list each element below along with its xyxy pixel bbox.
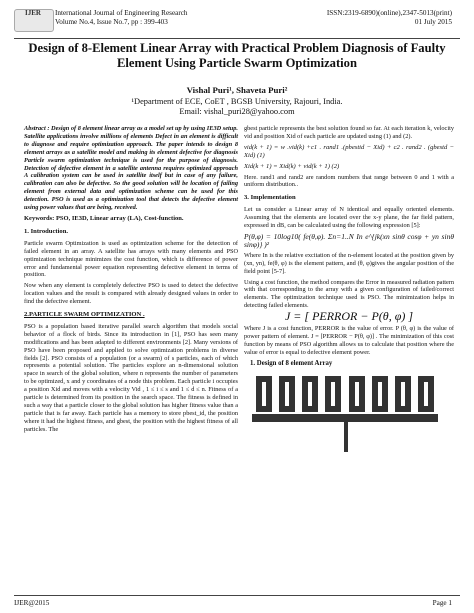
header-rule — [14, 38, 460, 39]
authors: Vishal Puri¹, Shaveta Puri² — [186, 85, 288, 95]
journal-name: International Journal of Engineering Research — [55, 9, 188, 17]
section-implementation-heading: 3. Implementation — [244, 194, 296, 202]
journal-logo-text: IJER — [25, 9, 41, 17]
header-left — [55, 9, 188, 27]
random-numbers-paragraph: Here. rand1 and rand2 are random numbers that range between 0 and 1 with a uniform distribution.. — [244, 173, 454, 189]
excitation-paragraph: Where In is the relative excitation of the n-element located at the position given by (xn, yn), fe(θ, φ) is the element pattern, and (θ, φ)gives the angular position of the field point [5-7]. — [244, 251, 454, 275]
left-column — [24, 125, 238, 437]
author-block — [20, 85, 454, 118]
equation-3: P(θ,φ) = 10log10( fe(θ,φ). Σn=1..N In e^{jk(xn sinθ cosφ + yn sinθ sinφ)} )² — [244, 231, 454, 249]
footer-journal: IJER@2015 — [14, 599, 50, 607]
page-footer — [14, 595, 460, 607]
header-right — [327, 9, 452, 27]
intro-paragraph-2: Now when any element is completely defective PSO is used to detect the defective location values and the result is compared with already designed values in order to find the defective element. — [24, 282, 238, 306]
equation-1: vid(k + 1) = w .vid(k) +c1 . rand1 .(pbestid − Xid) + c2 . rand2 . (gbestd − Xid) (1) — [244, 143, 454, 159]
figure-title: 1. Design of 8 element Array — [250, 359, 333, 367]
section-pso-heading: 2.PARTICLE SWARM OPTIMIZATION . — [24, 311, 145, 319]
abstract: Abstract : Design of 8 element linear array as a model set up by using IE3D setup. Satellite applications involve millions of elements Defect in an element is difficult to diagnose and require optimization approach. The paper intends to design 8 element arrays as a satellite model and making its element defective for diagnosis Particle swarm optimization technique is used for the purpose of diagnosis. Detection of defective element in a satellite antenna requires optimized approach A calibration system can be used in satellite itself but in case of any failure, calibration can also be defective. So the good solution will be location of failing element from external data and optimization scheme can be used for this detection. PSO is used as a optimization tool that detects the defective element using power values that are being, received. — [24, 125, 238, 212]
feed-line — [252, 414, 438, 422]
right-column — [244, 125, 454, 454]
array-layout-graphic — [250, 370, 440, 454]
email: Email: vishal_puri28@yahoo.com — [179, 107, 295, 116]
page-header — [14, 4, 460, 36]
section-introduction-heading: 1. Introduction. — [24, 227, 69, 235]
keywords: Keywords: PSO, IE3D, Linear array (LA), Cost-function. — [24, 214, 184, 222]
implementation-paragraph: Let us consider a Linear array of N identical and equally oriented elements. Assuming that the elements are located over the x-y plane, the far field pattern, expressed in dB, can be calculated using the following expression [5]: — [244, 206, 454, 230]
issue-date: 01 July 2015 — [414, 18, 452, 26]
page-number: Page 1 — [432, 599, 452, 607]
paper-title: Design of 8-Element Linear Array with Practical Problem Diagnosis of Faulty Element Using Particle Swarm Optimization — [28, 41, 446, 70]
pso-continued-paragraph: gbest particle represents the best solution found so far. At each iteration k, velocity vid and position Xid of each particle are updated using (1) and (2). — [244, 125, 454, 140]
cost-function-paragraph: Using a cost function, the method compares the Error in measured radiation pattern with that corresponding to the array with a given configuration of failed/correct elements. The optimization technique used is PSO. The minimization helps in detecting failed elements. — [244, 278, 455, 310]
volume-line: Volume No.4, Issue No.7, pp : 399-403 — [55, 18, 168, 26]
pso-paragraph: PSO is a population based iterative parallel search algorithm that models social behavior of a flock of birds. Since its introduction in [1], PSO has seen many modifications and has been adapted to different environments [2]. Many versions of PSO have been proposed and applied to solve optimization problems in diverse fields [2]. PSO consists of a population (or a swarm) of s particles, each of which represents a potential solution. The particles explore an n-dimensional solution space in search of the global solution, where n represents the number of parameters to be optimized, x and y coordinates of a node this problem. Each particle i occupies a position Xid and moves with a velocity Vid , 1 ≤ i ≤ s and 1 ≤ d ≤ n. Fitness of a particle is determined from its position in the search space. The fitness is defined in such a way that a particle closer to the global solution has higher fitness value than a particle that is far away. Each particle has a memory to store pbest_id, the position where it had the highest fitness, and gbest, the position with the highest fitness of all particles. The — [24, 322, 238, 433]
element-slots — [262, 382, 428, 406]
equation-2: Xid(k + 1) = Xid(k) + vid(k + 1) (2) — [244, 162, 340, 170]
feed-stem — [344, 422, 348, 452]
issn: ISSN:2319-6890)(online),2347-5013(print) — [326, 9, 452, 17]
minimization-paragraph: Where J is a cost function, PERROR is the value of error. P (θ, φ) is the value of power pattern of element. J = [PERROR − P(θ, φ)] . The minimization of this cost function by means of PSO algorithm allows us to calculate that position where the value of error is equal to defective element power. — [244, 325, 454, 356]
array-design-figure — [250, 370, 440, 454]
antenna-elements — [256, 376, 434, 412]
equation-4: J = [ PERROR − P(θ, φ) ] — [284, 309, 414, 324]
affiliation: ¹Department of ECE, CoET , BGSB University, Rajouri, India. — [131, 96, 343, 106]
intro-paragraph-1: Particle swarm Optimization is used as optimization scheme for the detection of failed element in an array. A satellite has arrays with many elements and PSO optimization technique minimizes the cost function, which is difference of power error and fundamental power equation representing defective element in terms of position. — [24, 239, 238, 279]
